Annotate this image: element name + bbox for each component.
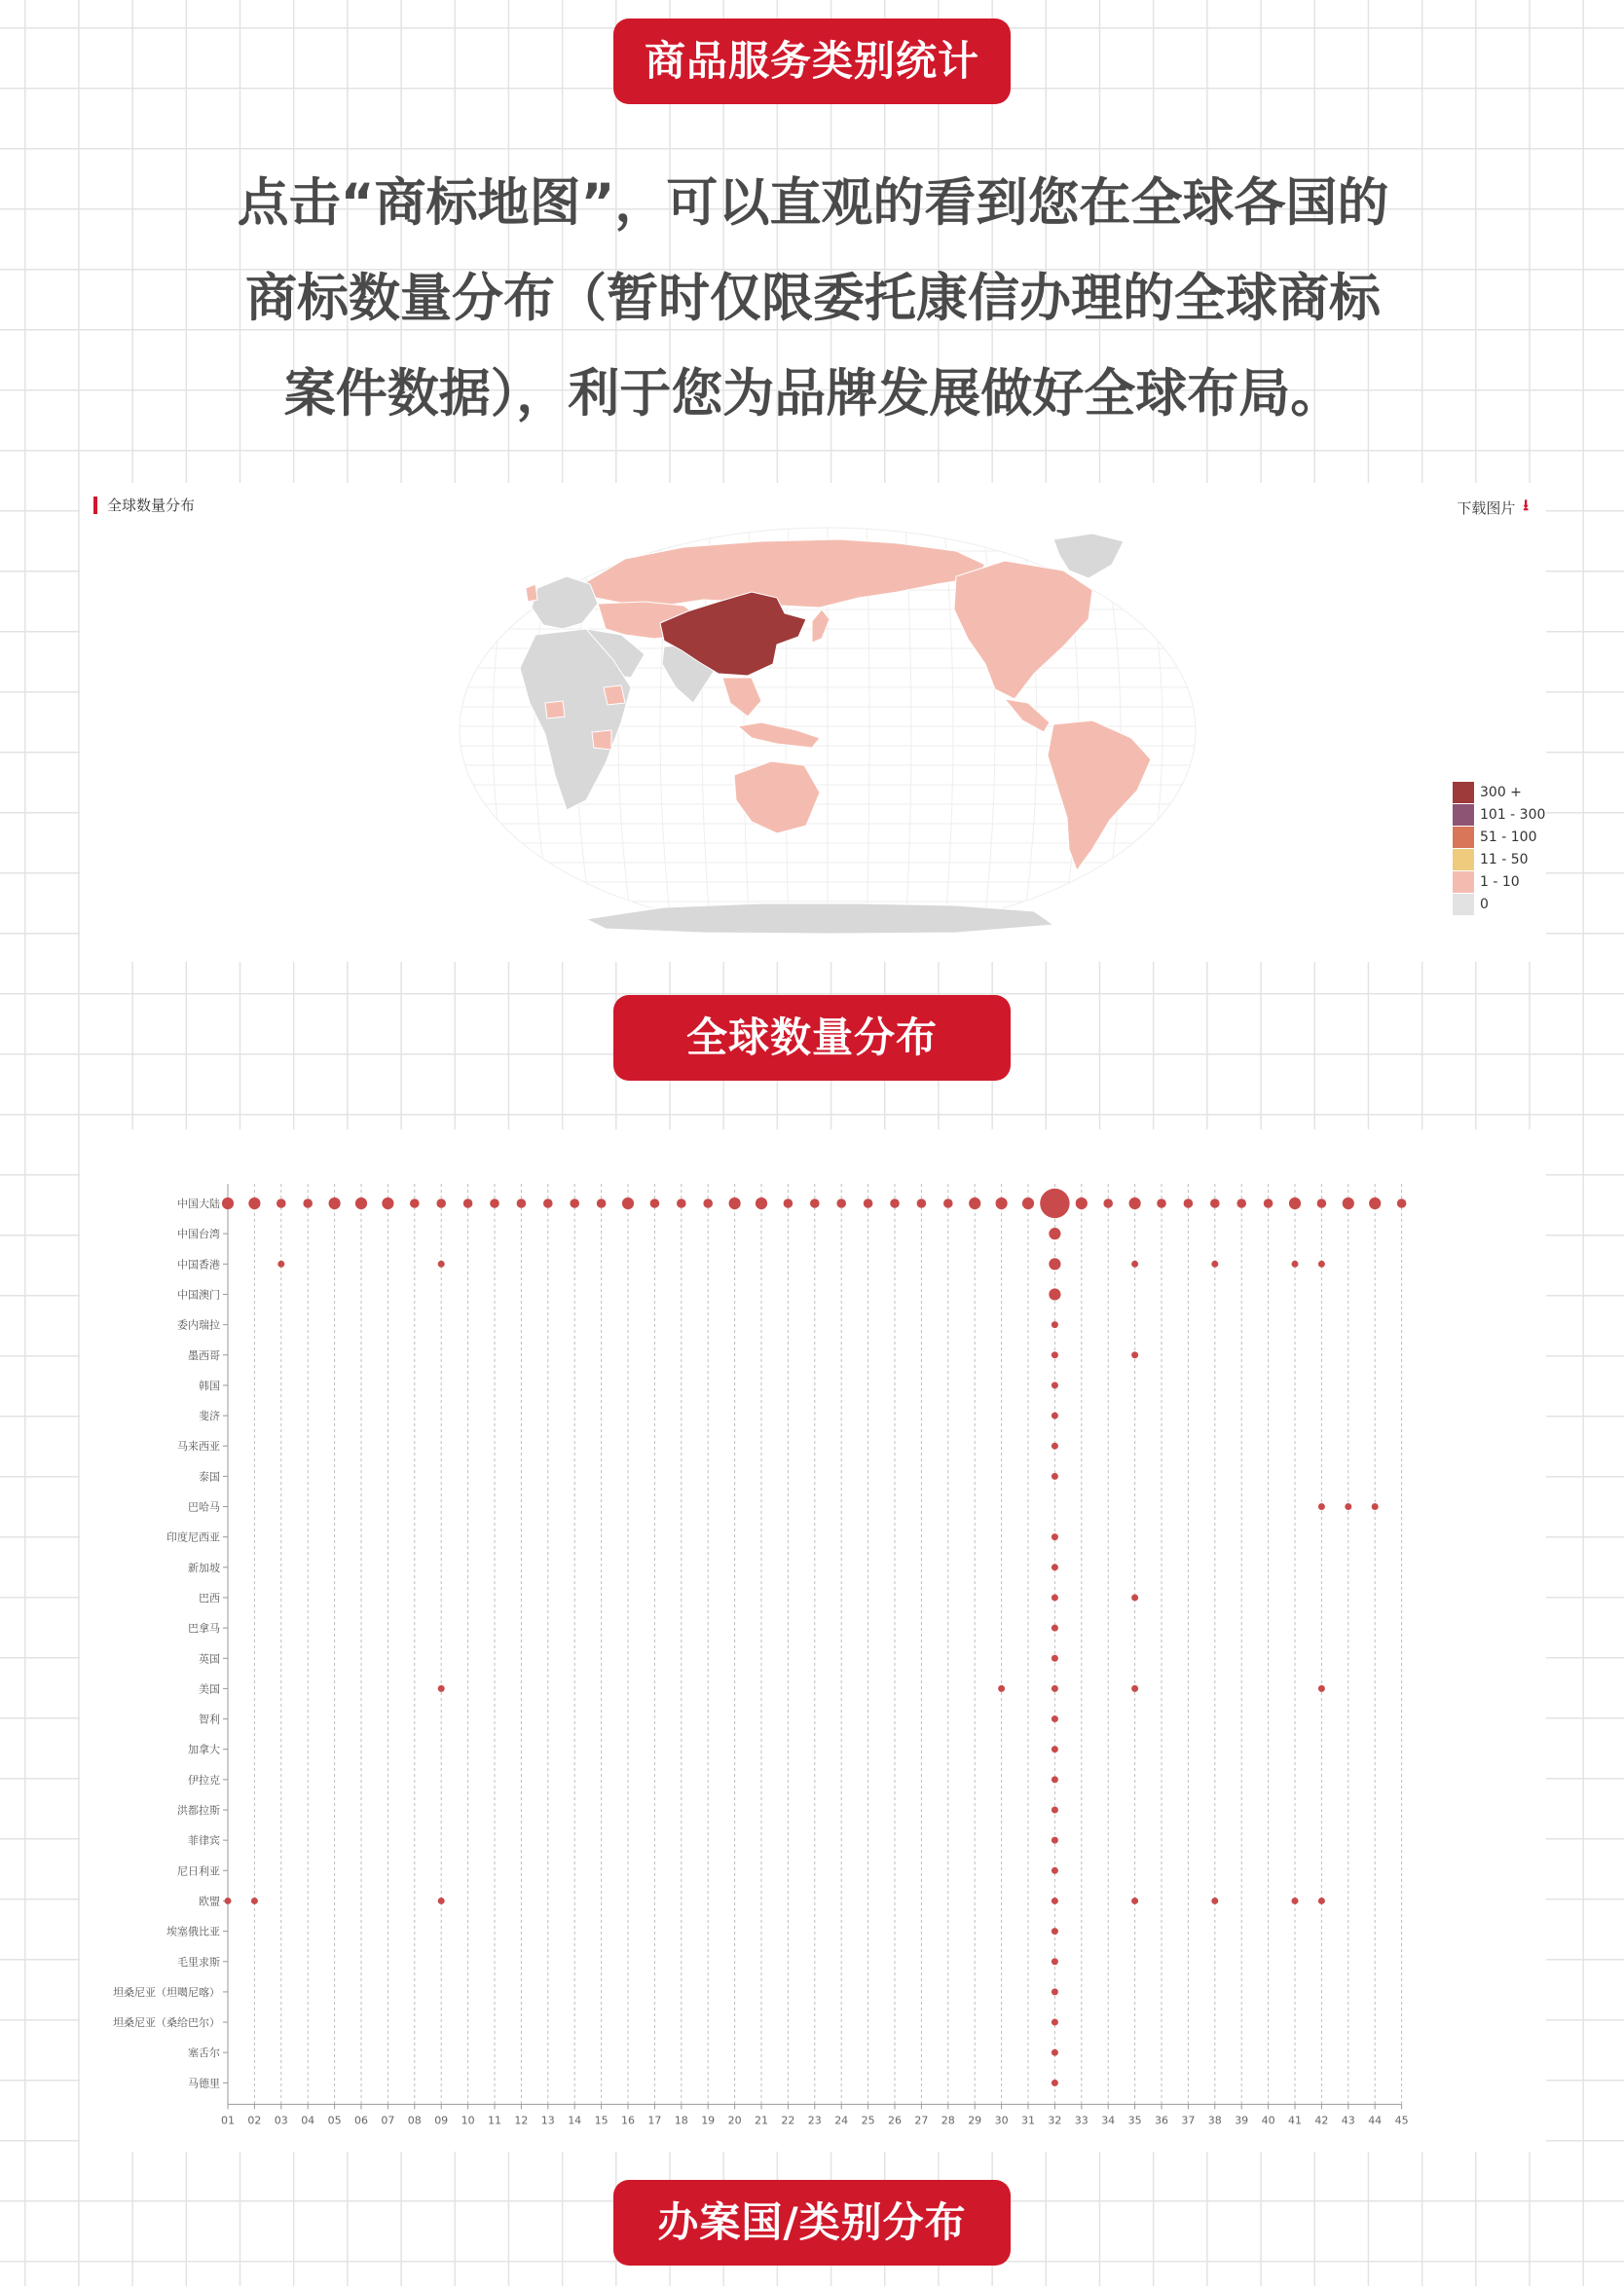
- x-tick-label: 24: [834, 2114, 849, 2127]
- data-point: [1052, 1413, 1058, 1420]
- y-tick-label: 中国大陆: [177, 1198, 220, 1210]
- data-point: [1131, 1685, 1138, 1692]
- data-point: [438, 1685, 445, 1692]
- data-point: [622, 1198, 634, 1209]
- data-point: [1052, 1685, 1058, 1692]
- x-tick-label: 32: [1048, 2114, 1062, 2127]
- data-point: [1052, 1443, 1058, 1450]
- y-tick-label: 加拿大: [188, 1743, 220, 1756]
- country-category-bubble-chart: [80, 1129, 1546, 2152]
- data-point: [1052, 1351, 1058, 1358]
- y-tick-label: 伊拉克: [188, 1773, 220, 1787]
- data-point: [277, 1261, 284, 1268]
- data-point: [1052, 1928, 1058, 1935]
- x-tick-label: 09: [434, 2114, 449, 2127]
- map-legend: [1453, 781, 1545, 915]
- y-tick-label: 巴拿马: [188, 1622, 220, 1636]
- data-point: [1052, 1958, 1058, 1965]
- x-tick-label: 10: [461, 2114, 475, 2127]
- y-tick-label: 巴西: [199, 1591, 220, 1604]
- data-point: [1049, 1228, 1060, 1239]
- data-point: [1049, 1288, 1060, 1300]
- x-tick-label: 31: [1021, 2114, 1035, 2127]
- y-tick-label: 坦桑尼亚（桑给巴尔）: [113, 2016, 220, 2030]
- y-tick-label: 中国台湾: [177, 1228, 220, 1241]
- x-tick-label: 05: [327, 2114, 342, 2127]
- x-tick-label: 14: [568, 2114, 582, 2127]
- x-tick-label: 29: [968, 2114, 982, 2127]
- data-point: [756, 1198, 767, 1209]
- data-point: [1210, 1198, 1220, 1208]
- x-tick-label: 39: [1235, 2114, 1249, 2127]
- data-point: [890, 1198, 900, 1208]
- data-point: [1052, 1837, 1058, 1844]
- data-point: [1052, 1564, 1058, 1570]
- legend-item-11-50: 11 - 50: [1453, 848, 1545, 870]
- download-label: 下载图片: [1457, 499, 1516, 517]
- data-point: [248, 1198, 260, 1209]
- x-tick-label: 11: [488, 2114, 501, 2127]
- data-point: [1397, 1198, 1407, 1208]
- data-point: [438, 1261, 445, 1268]
- data-point: [597, 1198, 607, 1208]
- data-point: [1211, 1898, 1218, 1904]
- data-point: [1052, 1715, 1058, 1722]
- data-point: [1052, 1807, 1058, 1814]
- data-point: [1157, 1198, 1166, 1208]
- data-point: [1318, 1503, 1325, 1510]
- data-point: [943, 1198, 953, 1208]
- data-point: [810, 1198, 820, 1208]
- data-point: [1317, 1198, 1327, 1208]
- data-point: [917, 1198, 927, 1208]
- intro-line-3: 案件数据），利于您为品牌发展做好全球布局。: [283, 364, 1343, 424]
- legend-item-1-10: 1 - 10: [1453, 870, 1545, 893]
- y-tick-label: 尼日利亚: [177, 1864, 220, 1878]
- intro-line-2: 商标数量分布（暂时仅限委托康信办理的全球商标: [245, 269, 1381, 328]
- data-point: [382, 1198, 393, 1209]
- section-title-global-distribution: 全球数量分布: [613, 995, 1011, 1081]
- y-tick-label: 韩国: [199, 1379, 220, 1392]
- y-tick-label: 毛里求斯: [177, 1955, 220, 1969]
- map-region-tanzania: [592, 730, 611, 750]
- x-tick-label: 03: [274, 2114, 288, 2127]
- map-panel-title: 全球数量分布: [93, 497, 195, 514]
- section-title-category-stats: 商品服务类别统计: [613, 18, 1011, 104]
- data-point: [463, 1198, 473, 1208]
- data-point: [1292, 1898, 1299, 1904]
- y-tick-label: 美国: [199, 1682, 220, 1696]
- x-tick-label: 01: [221, 2114, 235, 2127]
- map-region-nigeria: [545, 701, 565, 719]
- intro-line-1: 点击“商标地图”，可以直观的看到您在全球各国的: [237, 173, 1389, 233]
- x-tick-label: 35: [1127, 2114, 1142, 2127]
- y-tick-label: 中国香港: [177, 1258, 220, 1272]
- intro-text: [175, 156, 1451, 442]
- data-point: [225, 1898, 232, 1904]
- data-point: [1131, 1594, 1138, 1601]
- x-tick-label: 02: [247, 2114, 262, 2127]
- x-tick-label: 18: [674, 2114, 688, 2127]
- data-point: [436, 1198, 446, 1208]
- x-tick-label: 16: [621, 2114, 635, 2127]
- x-tick-label: 21: [755, 2114, 768, 2127]
- x-tick-label: 42: [1314, 2114, 1329, 2127]
- download-icon: ⭳: [1523, 496, 1529, 514]
- data-point: [1211, 1261, 1218, 1268]
- legend-item-300-plus: 300 +: [1453, 781, 1545, 803]
- y-tick-label: 欧盟: [199, 1895, 220, 1908]
- y-tick-label: 英国: [199, 1652, 220, 1666]
- y-tick-label: 马来西亚: [177, 1440, 220, 1454]
- y-tick-label: 中国澳门: [177, 1288, 220, 1302]
- y-tick-label: 埃塞俄比亚: [166, 1925, 220, 1938]
- data-point: [1318, 1261, 1325, 1268]
- x-tick-label: 34: [1101, 2114, 1116, 2127]
- x-tick-label: 19: [701, 2114, 716, 2127]
- data-point: [1131, 1898, 1138, 1904]
- data-point: [1052, 1625, 1058, 1632]
- x-tick-label: 08: [407, 2114, 422, 2127]
- y-tick-label: 委内瑞拉: [177, 1318, 220, 1332]
- data-point: [1184, 1198, 1194, 1208]
- data-point: [650, 1198, 660, 1208]
- data-point: [222, 1198, 234, 1209]
- data-point: [1318, 1898, 1325, 1904]
- data-point: [1049, 1258, 1060, 1270]
- x-tick-label: 30: [994, 2114, 1009, 2127]
- data-point: [438, 1898, 445, 1904]
- data-point: [570, 1198, 579, 1208]
- y-tick-label: 马德里: [188, 2077, 220, 2090]
- y-tick-label: 印度尼西亚: [166, 1530, 220, 1544]
- x-tick-label: 28: [941, 2114, 955, 2127]
- data-point: [1343, 1198, 1354, 1209]
- data-point: [1052, 1382, 1058, 1388]
- y-tick-label: 墨西哥: [188, 1348, 220, 1362]
- y-tick-label: 巴哈马: [188, 1500, 220, 1514]
- world-map: [80, 483, 1546, 962]
- data-point: [1372, 1503, 1379, 1510]
- data-point: [998, 1685, 1005, 1692]
- x-tick-label: 22: [781, 2114, 795, 2127]
- x-tick-label: 13: [540, 2114, 555, 2127]
- x-tick-label: 12: [514, 2114, 529, 2127]
- x-tick-label: 33: [1074, 2114, 1089, 2127]
- data-point: [1076, 1198, 1088, 1209]
- data-point: [303, 1198, 313, 1208]
- x-tick-label: 25: [861, 2114, 875, 2127]
- data-point: [1052, 1746, 1058, 1752]
- y-tick-label: 新加坡: [188, 1561, 220, 1574]
- data-point: [1052, 1655, 1058, 1662]
- x-tick-label: 06: [354, 2114, 368, 2127]
- y-tick-label: 泰国: [199, 1470, 220, 1484]
- data-point: [543, 1198, 553, 1208]
- data-point: [1345, 1503, 1351, 1510]
- x-tick-label: 44: [1368, 2114, 1383, 2127]
- data-point: [251, 1898, 258, 1904]
- data-point: [1052, 2019, 1058, 2026]
- data-point: [1131, 1261, 1138, 1268]
- country-category-chart-panel: [80, 1129, 1546, 2152]
- data-point: [1052, 1776, 1058, 1783]
- data-point: [355, 1198, 367, 1209]
- y-tick-label: 塞舌尔: [188, 2046, 220, 2060]
- data-point: [1369, 1198, 1381, 1209]
- data-point: [703, 1198, 713, 1208]
- x-tick-label: 41: [1288, 2114, 1302, 2127]
- data-point: [1264, 1198, 1273, 1208]
- data-point: [1052, 2080, 1058, 2086]
- map-region-uk: [526, 584, 537, 602]
- data-point: [864, 1198, 873, 1208]
- world-map-panel: [80, 483, 1546, 962]
- data-point: [1052, 1533, 1058, 1540]
- data-point: [1052, 2049, 1058, 2056]
- section-title-country-category: 办案国/类别分布: [613, 2180, 1011, 2266]
- data-point: [1052, 1321, 1058, 1328]
- data-point: [1129, 1198, 1141, 1209]
- y-tick-label: 斐济: [199, 1410, 220, 1423]
- x-tick-label: 36: [1155, 2114, 1168, 2127]
- x-tick-label: 27: [914, 2114, 929, 2127]
- data-point: [517, 1198, 527, 1208]
- data-point: [1131, 1351, 1138, 1358]
- x-tick-label: 26: [888, 2114, 902, 2127]
- x-tick-label: 07: [381, 2114, 395, 2127]
- y-tick-label: 坦桑尼亚（坦噶尼喀）: [113, 1985, 220, 1999]
- data-point: [1052, 1867, 1058, 1874]
- data-point: [1103, 1198, 1113, 1208]
- legend-item-51-100: 51 - 100: [1453, 826, 1545, 848]
- x-tick-label: 37: [1181, 2114, 1196, 2127]
- x-tick-label: 23: [807, 2114, 822, 2127]
- data-point: [784, 1198, 794, 1208]
- data-point: [1289, 1198, 1301, 1209]
- data-point: [1052, 1473, 1058, 1480]
- y-tick-label: 洪都拉斯: [177, 1804, 220, 1817]
- x-tick-label: 45: [1394, 2114, 1409, 2127]
- x-tick-label: 17: [647, 2114, 662, 2127]
- data-point: [490, 1198, 499, 1208]
- data-point: [996, 1198, 1008, 1209]
- y-tick-label: 菲律宾: [188, 1834, 220, 1848]
- x-tick-label: 15: [594, 2114, 609, 2127]
- data-point: [1052, 1594, 1058, 1601]
- legend-item-101-300: 101 - 300: [1453, 803, 1545, 826]
- data-point: [1040, 1189, 1069, 1218]
- data-point: [329, 1198, 341, 1209]
- data-point: [677, 1198, 686, 1208]
- y-tick-label: 智利: [199, 1713, 220, 1726]
- data-point: [1022, 1198, 1034, 1209]
- legend-item-0: 0: [1453, 893, 1545, 915]
- data-point: [1236, 1198, 1246, 1208]
- x-tick-label: 04: [301, 2114, 315, 2127]
- x-tick-label: 40: [1261, 2114, 1275, 2127]
- x-tick-label: 20: [727, 2114, 742, 2127]
- data-point: [1318, 1685, 1325, 1692]
- data-point: [1052, 1988, 1058, 1995]
- map-region-ethiopia: [604, 685, 625, 705]
- data-point: [277, 1198, 286, 1208]
- x-tick-label: 43: [1341, 2114, 1355, 2127]
- data-point: [1292, 1261, 1299, 1268]
- data-point: [410, 1198, 420, 1208]
- data-point: [969, 1198, 980, 1209]
- data-point: [729, 1198, 741, 1209]
- data-point: [836, 1198, 846, 1208]
- x-tick-label: 38: [1207, 2114, 1222, 2127]
- data-point: [1052, 1898, 1058, 1904]
